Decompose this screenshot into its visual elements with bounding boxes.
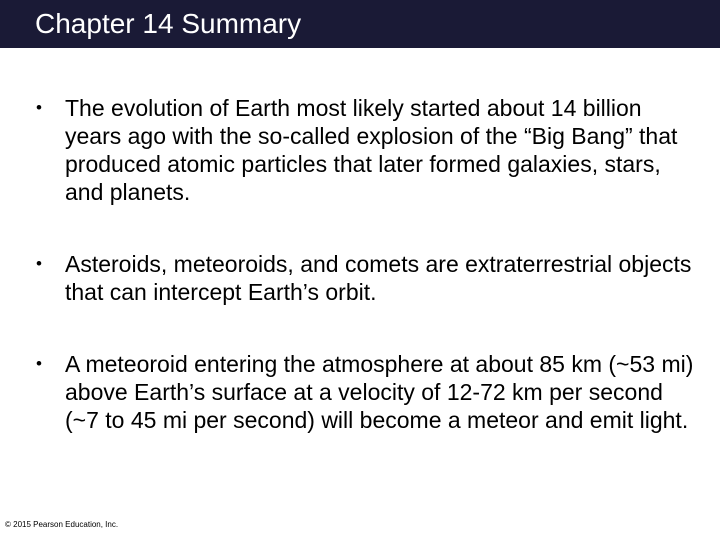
copyright-footer: © 2015 Pearson Education, Inc. [5,520,119,529]
bullet-text: The evolution of Earth most likely started about 14 billion years ago with the so-called explosion of the “Big Bang” that produced atomic particles that later formed galaxies, stars, and planets. [65,95,678,205]
bullet-marker: • [36,354,42,373]
bullet-list [36,94,696,434]
bullet-marker: • [36,98,42,117]
bullet-marker: • [36,254,42,273]
bullet-item [36,350,696,434]
bullet-item [36,250,696,306]
bullet-text: Asteroids, meteoroids, and comets are extraterrestrial objects that can intercept Earth’s orbit. [65,251,692,305]
slide-title: Chapter 14 Summary [35,8,302,39]
title-bar [0,0,720,48]
bullet-text: A meteoroid entering the atmosphere at about 85 km (~53 mi) above Earth’s surface at a velocity of 12-72 km per second (~7 to 45 mi per second) will become a meteor and emit light. [65,351,694,433]
bullet-item [36,94,696,206]
